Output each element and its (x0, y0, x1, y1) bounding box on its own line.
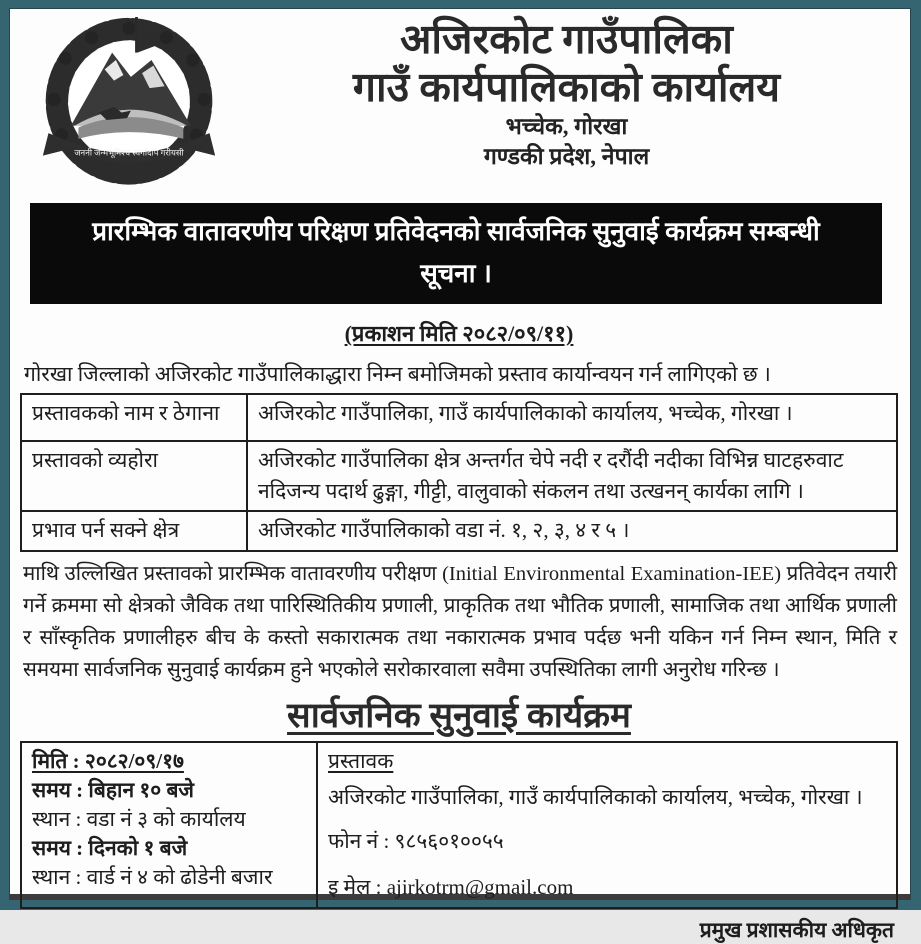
schedule-time-2: समय : दिनको १ बजे (32, 835, 188, 860)
proposer-address: अजिरकोट गाउँपालिका, गाउँ कार्यपालिकाको कार्यालय, भच्चेक, गोरखा । (328, 784, 863, 809)
program-heading: सार्वजनिक सुनुवाई कार्यक्रम (287, 695, 631, 735)
table-row (21, 394, 897, 441)
letterhead (20, 13, 898, 201)
program-schedule-table (20, 741, 898, 909)
office-name: गाउँ कार्यपालिकाको कार्यालय (352, 64, 781, 111)
proposer-cell (317, 742, 897, 908)
municipality-name: अजिरकोट गाउँपालिका (400, 16, 733, 62)
schedule-place-1: स्थान : वडा नं ३ को कार्यालय (32, 806, 246, 831)
proposer-name-value: अजिरकोट गाउँपालिका, गाउँ कार्यपालिकाको कार्यालय, भच्चेक, गोरखा । (247, 394, 897, 441)
nepal-coat-of-arms-icon (26, 15, 232, 195)
office-titles (235, 13, 898, 172)
schedule-time-1: समय : बिहान १० बजे (32, 777, 195, 802)
body-paragraph: माथि उल्लिखित प्रस्तावको प्रारम्भिक वातावरणीय परीक्षण (Initial Environmental Examination-IEE) प्रतिवेदन तयारी गर्ने क्रममा सो क्षेत्रको जैविक तथा पारिस्थितिकीय प्रणाली, प्राकृतिक तथा भौतिक प्रणाली, सामाजिक तथा आर्थिक प्रणाली र साँस्कृतिक प्रणालीहरु बीच के कस्तो सकारात्मक तथा नकारात्मक प्रभाव पर्दछ भनी यकिन गर्न निम्न स्थान, मिति र समयमा सार्वजनिक सुनुवाई कार्यक्रम हुने भएकोले सरोकारवाला सवैमा उपस्थितिका लागी अनुरोध गरिन्छ । (23, 562, 897, 681)
schedule-place-2: स्थान : वार्ड नं ४ को ढोडेनी बजार (32, 864, 273, 889)
publication-date: (प्रकाशन मिति २०८२/०९/११) (344, 321, 574, 347)
proposal-details-table (20, 393, 898, 551)
notice-document (9, 8, 911, 942)
proposal-description-label: प्रस्तावको व्यहोरा (21, 441, 247, 511)
intro-line: गोरखा जिल्लाको अजिरकोट गाउँपालिकाद्धारा निम्न बमोजिमको प्रस्ताव कार्यान्वयन गर्न लागिएको छ । (24, 362, 771, 387)
office-address-line2: गण्डकी प्रदेश, नेपाल (483, 144, 650, 170)
proposer-heading: प्रस्तावक (328, 748, 394, 773)
office-address-line1: भच्चेक, गोरखा (505, 113, 628, 139)
table-row (21, 511, 897, 550)
affected-area-label: प्रभाव पर्न सक्ने क्षेत्र (21, 511, 247, 550)
proposer-phone: फोन नं : ९८५६०१००५५ (328, 828, 504, 853)
signature-title: प्रमुख प्रशासकीय अधिकृत (699, 917, 894, 942)
proposer-name-label: प्रस्तावकको नाम र ठेगाना (21, 394, 247, 441)
table-row (21, 742, 897, 908)
proposer-email: इ मेल : ajirkotrm@gmail.com (328, 874, 574, 899)
proposal-description-value: अजिरकोट गाउँपालिका क्षेत्र अन्तर्गत चेपे नदी र दरौंदी नदीका विभिन्न घाटहरुवाट नदिजन्य पदार्थ ढुङ्गा, गीट्टी, वालुवाको संकलन तथा उत्खनन् कार्यका लागि । (247, 441, 897, 511)
schedule-date: मिति : २०८२/०९/१७ (32, 748, 184, 773)
notice-title-banner: प्रारम्भिक वातावरणीय परिक्षण प्रतिवेदनको सार्वजनिक सुनुवाई कार्यक्रम सम्बन्धी सूचना । (30, 203, 882, 304)
schedule-cell (21, 742, 317, 908)
affected-area-value: अजिरकोट गाउँपालिकाको वडा नं. १, २, ३, ४ र ५ । (247, 511, 897, 550)
emblem-motto: जननी जन्मभूमिश्च स्वर्गादपि गरीयसी (74, 147, 184, 158)
table-row (21, 441, 897, 511)
